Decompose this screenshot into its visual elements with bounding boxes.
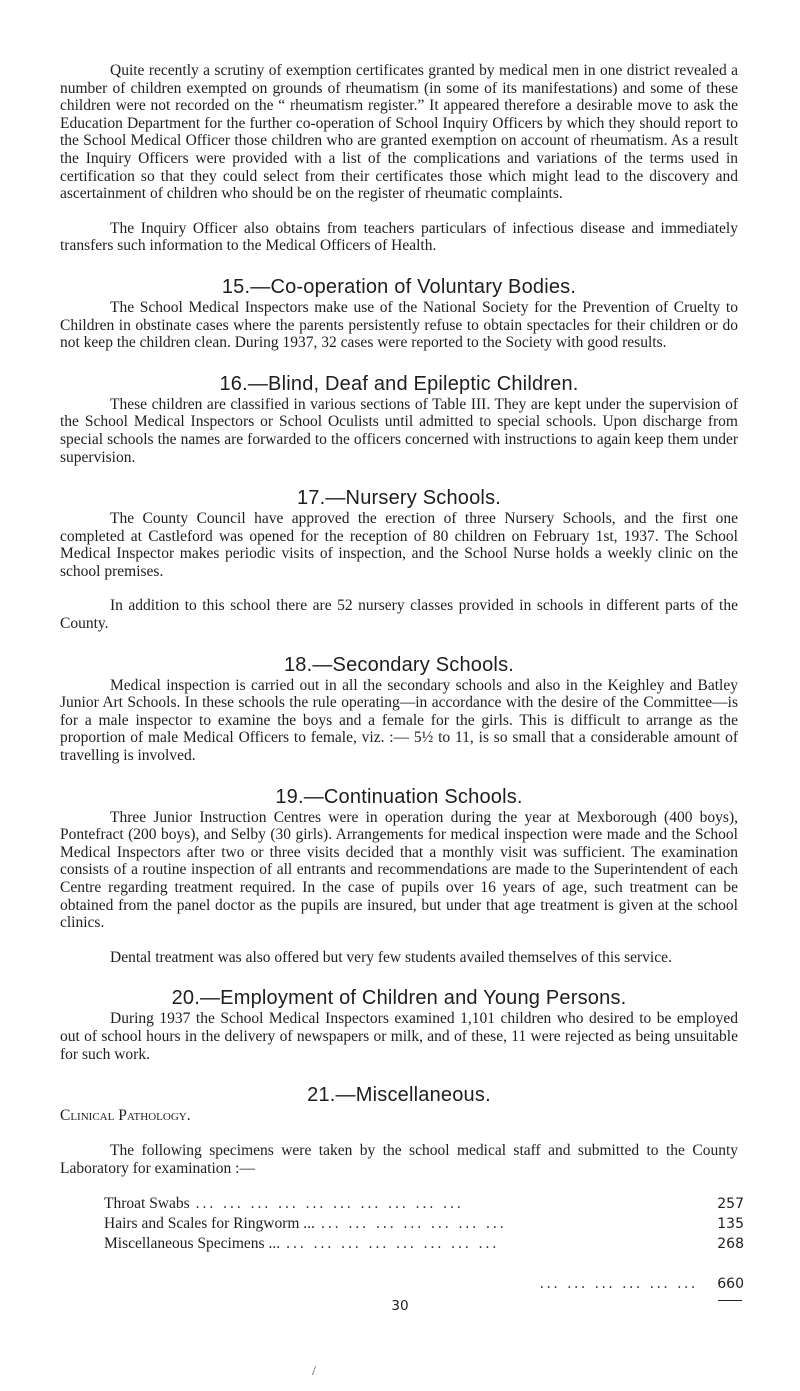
section-15-paragraph: The School Medical Inspectors make use of the National Society for the Prevention of Cruelty to Children in obstinate cases where the parents persistently refuse to obtain spectacles for their children or do not keep the children clean. During 1937, 32 cases were reported to the Society with good results. xyxy=(60,298,738,352)
section-17-heading: 17.—Nursery Schools. xyxy=(296,487,502,510)
stray-mark: / xyxy=(312,1364,316,1379)
section-19-heading: 19.—Continuation Schools. xyxy=(275,785,523,808)
section-17-paragraph-2: In addition to this school there are 52 nursery classes provided in schools in different parts of the County. xyxy=(60,597,738,633)
table-row xyxy=(104,1214,744,1234)
section-21-paragraph: The following specimens were taken by the school medical staff and submitted to the County Laboratory for examination :— xyxy=(60,1142,738,1177)
section-16-paragraph: These children are classified in various sections of Table III. They are kept under the supervision of the School Medical Inspectors or School Oculists until admitted to special schools. Upon discharge from special schools the names are forwarded to the officers concerned with instructions to again keep them under supervision. xyxy=(60,395,738,466)
clinical-pathology-subheading: Clinical Pathology. xyxy=(60,1107,191,1125)
row-value: 257 xyxy=(717,1196,744,1213)
row-label: Hairs and Scales for Ringworm ... xyxy=(104,1215,315,1233)
intro-paragraph-2: The Inquiry Officer also obtains from teachers particulars of infectious disease and immediately transfers such information to the Medical Officers of Health. xyxy=(60,219,738,255)
row-label: Miscellaneous Specimens ... xyxy=(104,1235,281,1253)
specimen-table xyxy=(104,1194,744,1301)
table-total-row xyxy=(104,1274,744,1294)
row-value: 135 xyxy=(717,1216,744,1233)
leader-dots: ... ... ... ... ... ... ... ... xyxy=(286,1235,500,1253)
section-18-heading: 18.—Secondary Schools. xyxy=(283,653,515,676)
section-18-paragraph: Medical inspection is carried out in all the secondary schools and also in the Keighley and Batley Junior Art Schools. In these schools the rule operating—in accordance with the desire of the Committee—is for a male inspector to examine the boys and a female for the girls. This is difficult to arrange as the proportion of male Medical Officers to female, viz. :— 5½ to 11, is so small that a considerable amount of travelling is involved. xyxy=(60,676,738,765)
section-17-paragraph-1: The County Council have approved the erection of three Nursery Schools, and the first one completed at Castleford was opened for the reception of 80 children on February 1st, 1937. The School Medical Inspector makes periodic visits of inspection, and the School Nurse holds a weekly clinic on the school premises. xyxy=(60,510,738,580)
page-number: 30 xyxy=(391,1298,409,1314)
table-row xyxy=(104,1234,744,1254)
leader-dots: ... ... ... ... ... ... xyxy=(539,1275,698,1293)
leader-dots: ... ... ... ... ... ... ... xyxy=(320,1215,507,1233)
intro-paragraph-1: Quite recently a scrutiny of exemption certificates granted by medical men in one district revealed a number of children exempted on grounds of rheumatism (in some of its manifestations) and some of these children were not recorded on the “ rheumatism register.” It appeared therefore a desirable move to ask the Education Department for the further co-operation of School Inquiry Officers by which they should report to the School Medical Officer those children who are granted exemption on account of rheumatism. As a result the Inquiry Officers were provided with a list of the complications and variations of the terms used in certification so that they could select from their certificates those which might lead to the discovery and ascertainment of children who should be on the register of rheumatic complaints. xyxy=(60,62,738,203)
table-row xyxy=(104,1194,744,1214)
section-15-heading: 15.—Co-operation of Voluntary Bodies. xyxy=(221,275,577,298)
section-19-paragraph-2: Dental treatment was also offered but very few students availed themselves of this service. xyxy=(110,948,672,966)
section-19-paragraph-1: Three Junior Instruction Centres were in operation during the year at Mexborough (400 boys), Pontefract (200 boys), and Selby (30 girls). Arrangements for medical inspection were made and the School Medical Inspectors after two or three visits decided that a monthly visit was sufficient. The examination consists of a routine inspection of all entrants and recommendations are made to the Superintendent of each Centre regarding treatment required. In the case of pupils over 16 years of age, such treatment can be obtained from the panel doctor as the pupils are insured, but under that age treatment is given at the school clinics. xyxy=(60,808,738,932)
row-label: Throat Swabs xyxy=(104,1195,190,1213)
section-20-paragraph: During 1937 the School Medical Inspectors examined 1,101 children who desired to be employed out of school hours in the delivery of newspapers or milk, and of these, 11 were rejected as being unsuitable for such work. xyxy=(60,1010,738,1063)
leader-dots: ... ... ... ... ... ... ... ... ... ... xyxy=(195,1195,464,1213)
total-value: 660 xyxy=(717,1276,744,1293)
section-16-heading: 16.—Blind, Deaf and Epileptic Children. xyxy=(219,372,579,395)
row-value: 268 xyxy=(717,1236,744,1253)
section-20-heading: 20.—Employment of Children and Young Persons. xyxy=(171,987,627,1010)
section-21-heading: 21.—Miscellaneous. xyxy=(307,1084,491,1107)
